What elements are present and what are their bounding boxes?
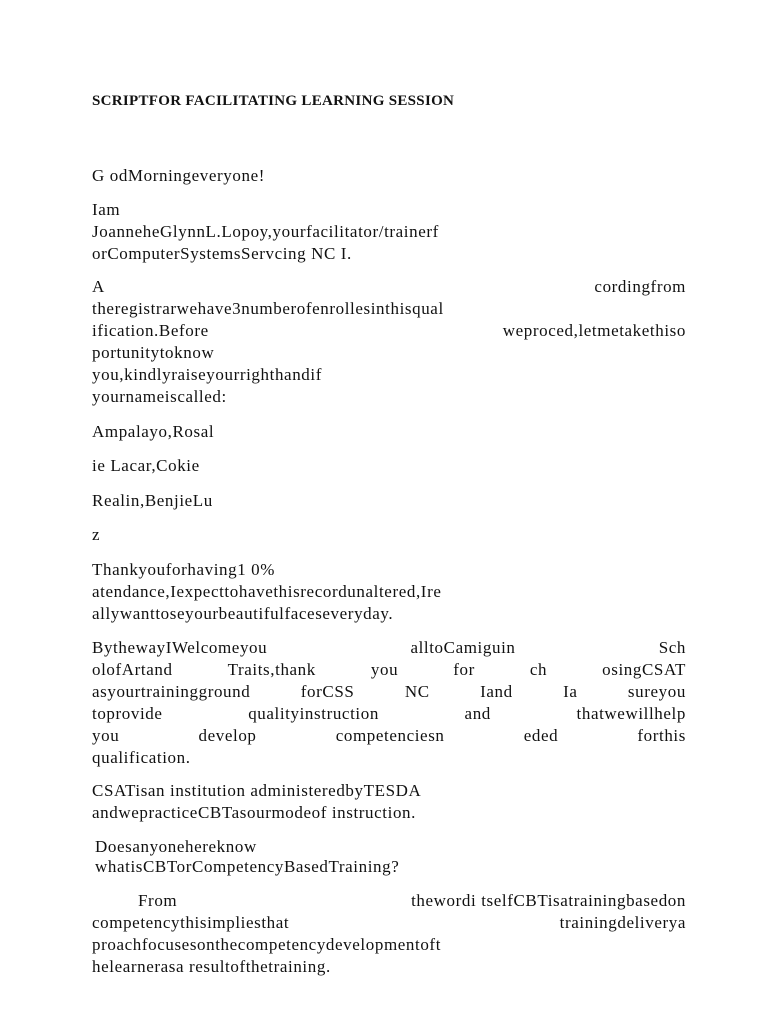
cbt-line-4: helearnerasa resultofthetraining. [92, 957, 331, 976]
welcome-word: thatwewillhelp [576, 704, 686, 723]
thanks-line-2: atendance,Iexpecttohavethisrecordunaltered,Ire [92, 582, 442, 601]
welcome-word: NC [404, 682, 430, 701]
welcome-word: eded [523, 726, 559, 745]
thanks-line-1: Thankyouforhaving1 0% [92, 560, 276, 579]
welcome-word: ch [529, 660, 548, 679]
cbt-line-3: proachfocusesonthecompetencydevelopmentoft [92, 935, 442, 954]
welcome-word: Ia [563, 682, 578, 701]
welcome-word: osingCSAT [602, 660, 686, 679]
welcome-word: competenciesn [335, 726, 445, 745]
welcome-word: Sch [658, 638, 686, 657]
registrar-line-4: portunitytoknow [92, 343, 215, 362]
greeting-text: G odMorningeveryone! [92, 166, 265, 185]
welcome-word: you [92, 726, 120, 745]
welcome-word: Traits,thank [227, 660, 316, 679]
cbt-word: competencythisimpliesthat [92, 913, 290, 932]
intro-line-3: orComputerSystemsServcing NC I. [92, 244, 352, 263]
csat-line-2: andwepracticeCBTasourmodeof instruction. [92, 803, 416, 822]
enrollee-name: ie Lacar,Cokie [92, 456, 200, 475]
registrar-word: A [92, 277, 105, 296]
welcome-word: for [453, 660, 475, 679]
intro-line-2: JoanneheGlynnL.Lopoy,yourfacilitator/trainerf [92, 222, 439, 241]
document-title: SCRIPTFOR FACILITATING LEARNING SESSION [92, 93, 455, 109]
registrar-line-1 [92, 277, 686, 297]
enrollee-name: Realin,BenjieLu [92, 491, 213, 510]
registrar-line-6: yournameiscalled: [92, 387, 227, 406]
cbt-line-2 [92, 913, 686, 933]
registrar-word: ification.Before [92, 321, 209, 340]
welcome-word: you [370, 660, 399, 679]
enrollee-name: Ampalayo,Rosal [92, 422, 215, 441]
welcome-word: alltoCamiguin [410, 638, 516, 657]
cbt-word: trainingdeliverya [559, 913, 686, 932]
csat-line-1: CSATisan institution administeredbyTESDA [92, 781, 422, 800]
registrar-word: weproced,letmetakethiso [502, 321, 686, 340]
question-line-2: whatisCBTorCompetencyBasedTraining? [95, 857, 400, 876]
welcome-word: qualityinstruction [248, 704, 379, 723]
welcome-word: forthis [637, 726, 686, 745]
cbt-word: thewordi tselfCBTisatrainingbasedon [411, 891, 686, 910]
cbt-line-1 [92, 891, 686, 911]
welcome-word: toprovide [92, 704, 163, 723]
question-line-1: Doesanyonehereknow [95, 837, 257, 856]
welcome-line-5 [92, 726, 686, 746]
registrar-line-2: theregistrarwehave3numberofenrollesinthisqual [92, 299, 444, 318]
welcome-word: sureyou [627, 682, 686, 701]
registrar-word: cordingfrom [594, 277, 686, 296]
welcome-line-3 [92, 682, 686, 702]
welcome-word: forCSS [300, 682, 355, 701]
welcome-line-4 [92, 704, 686, 724]
welcome-line-6: qualification. [92, 748, 191, 767]
welcome-line-1 [92, 638, 686, 658]
welcome-word: BythewayIWelcomeyou [92, 638, 268, 657]
welcome-word: olofArtand [92, 660, 173, 679]
registrar-line-5: you,kindlyraiseyourrighthandif [92, 365, 322, 384]
intro-line-1: Iam [92, 200, 121, 219]
welcome-word: Iand [480, 682, 513, 701]
welcome-word: and [464, 704, 491, 723]
enrollee-name: z [92, 525, 101, 544]
cbt-word: From [138, 891, 178, 910]
registrar-line-3 [92, 321, 686, 341]
welcome-line-2 [92, 660, 686, 680]
welcome-word: asyourtrainingground [92, 682, 251, 701]
welcome-word: develop [198, 726, 257, 745]
thanks-line-3: allywanttoseyourbeautifulfaceseveryday. [92, 604, 394, 623]
